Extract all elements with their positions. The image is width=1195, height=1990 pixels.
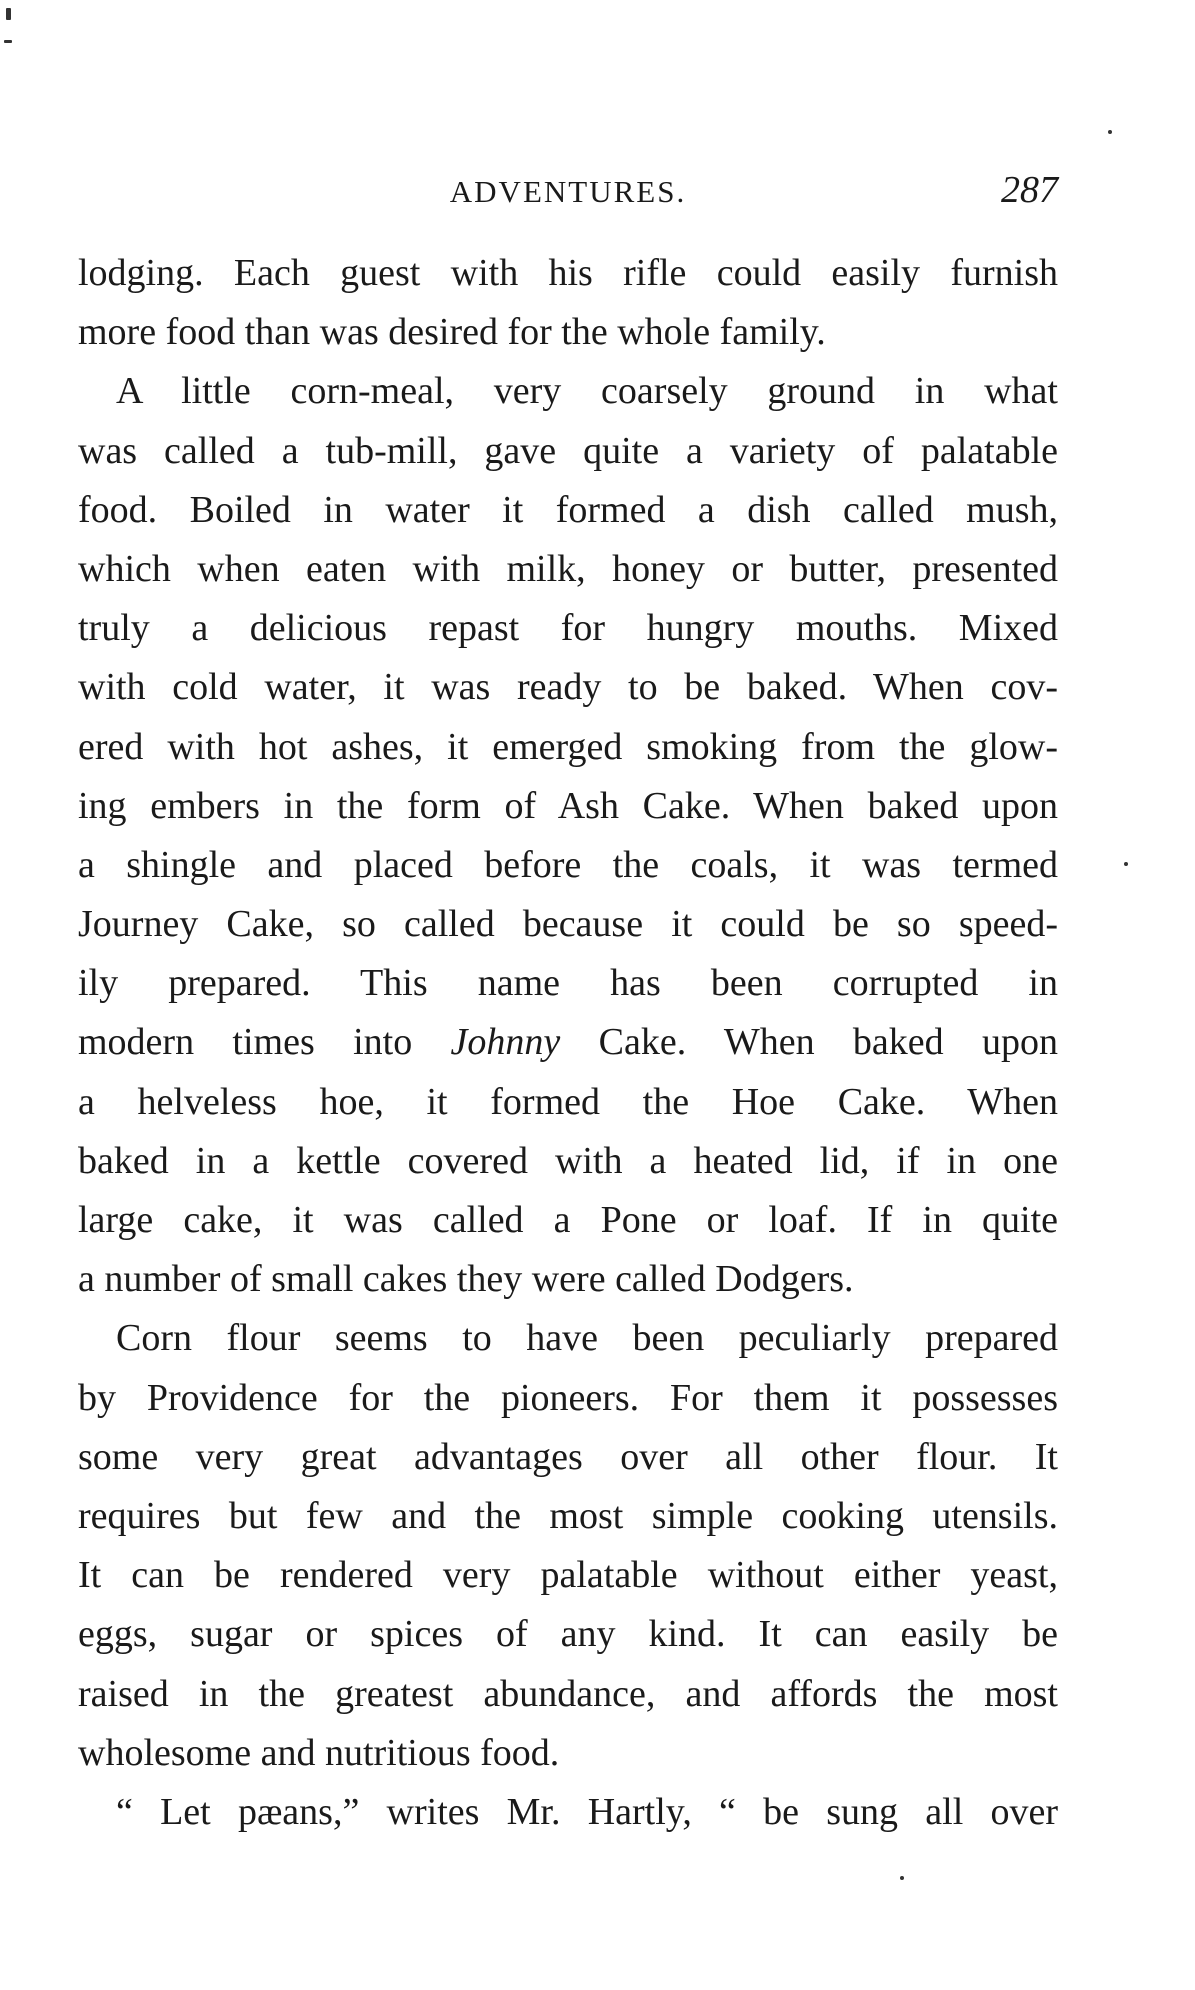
scan-speck bbox=[1108, 130, 1112, 134]
text-line: wholesome and nutritious food. bbox=[78, 1731, 560, 1774]
italic-word: Johnny bbox=[450, 1021, 561, 1064]
paragraph-4 bbox=[78, 1783, 1058, 1842]
running-head: ADVENTURES. bbox=[449, 174, 687, 209]
text-line: requires but few and the most simple cooking utensils. bbox=[78, 1494, 1058, 1537]
text-line: was called a tub-mill, gave quite a variety of palatable bbox=[78, 429, 1058, 472]
text-line: a number of small cakes they were called Dodgers. bbox=[78, 1258, 854, 1301]
text-line: A little corn-meal, very coarsely ground in what bbox=[116, 370, 1058, 413]
text-line: a shingle and placed before the coals, it was termed bbox=[78, 843, 1058, 886]
scan-speck bbox=[4, 40, 12, 43]
text-line: some very great advantages over all other flour. It bbox=[78, 1435, 1058, 1478]
body-text bbox=[78, 244, 1058, 1842]
text-line: ily prepared. This name has been corrupted in bbox=[78, 962, 1058, 1005]
text-line: food. Boiled in water it formed a dish called mush, bbox=[78, 488, 1058, 531]
text-line: eggs, sugar or spices of any kind. It can easily be bbox=[78, 1613, 1058, 1656]
page-header bbox=[78, 168, 1058, 218]
text-segment: Cake. When baked upon bbox=[560, 1021, 1058, 1064]
scan-speck bbox=[6, 8, 11, 20]
scan-speck bbox=[1124, 862, 1128, 866]
text-line: a helveless hoe, it formed the Hoe Cake. When bbox=[78, 1080, 1058, 1123]
text-line: “ Let pæans,” writes Mr. Hartly, “ be sung all over bbox=[116, 1790, 1058, 1833]
text-line: truly a delicious repast for hungry mouths. Mixed bbox=[78, 607, 1058, 650]
text-line: lodging. Each guest with his rifle could easily furnish bbox=[78, 252, 1058, 294]
text-line-with-italic bbox=[78, 1013, 1058, 1072]
text-line: Corn flour seems to have been peculiarly prepared bbox=[116, 1317, 1058, 1360]
page-number: 287 bbox=[1001, 169, 1058, 211]
text-line: ered with hot ashes, it emerged smoking from the glow- bbox=[78, 725, 1058, 768]
text-line: with cold water, it was ready to be baked. When cov- bbox=[78, 666, 1058, 709]
text-line: ing embers in the form of Ash Cake. When baked upon bbox=[78, 784, 1058, 827]
text-line: Journey Cake, so called because it could be so speed- bbox=[78, 903, 1058, 946]
paragraph-3 bbox=[78, 1309, 1058, 1783]
text-line: more food than was desired for the whole family. bbox=[78, 311, 826, 354]
text-line: large cake, it was called a Pone or loaf. If in quite bbox=[78, 1199, 1058, 1241]
text-line: baked in a kettle covered with a heated lid, if in one bbox=[78, 1139, 1058, 1182]
text-line: It can be rendered very palatable without either yeast, bbox=[78, 1554, 1058, 1597]
scan-speck bbox=[900, 1876, 904, 1880]
paragraph-1 bbox=[78, 244, 1058, 362]
text-line: raised in the greatest abundance, and affords the most bbox=[78, 1672, 1058, 1715]
text-line: which when eaten with milk, honey or butter, presented bbox=[78, 547, 1058, 590]
text-line: by Providence for the pioneers. For them it possesses bbox=[78, 1376, 1058, 1419]
text-segment: modern times into bbox=[78, 1021, 451, 1064]
paragraph-2 bbox=[78, 362, 1058, 1309]
